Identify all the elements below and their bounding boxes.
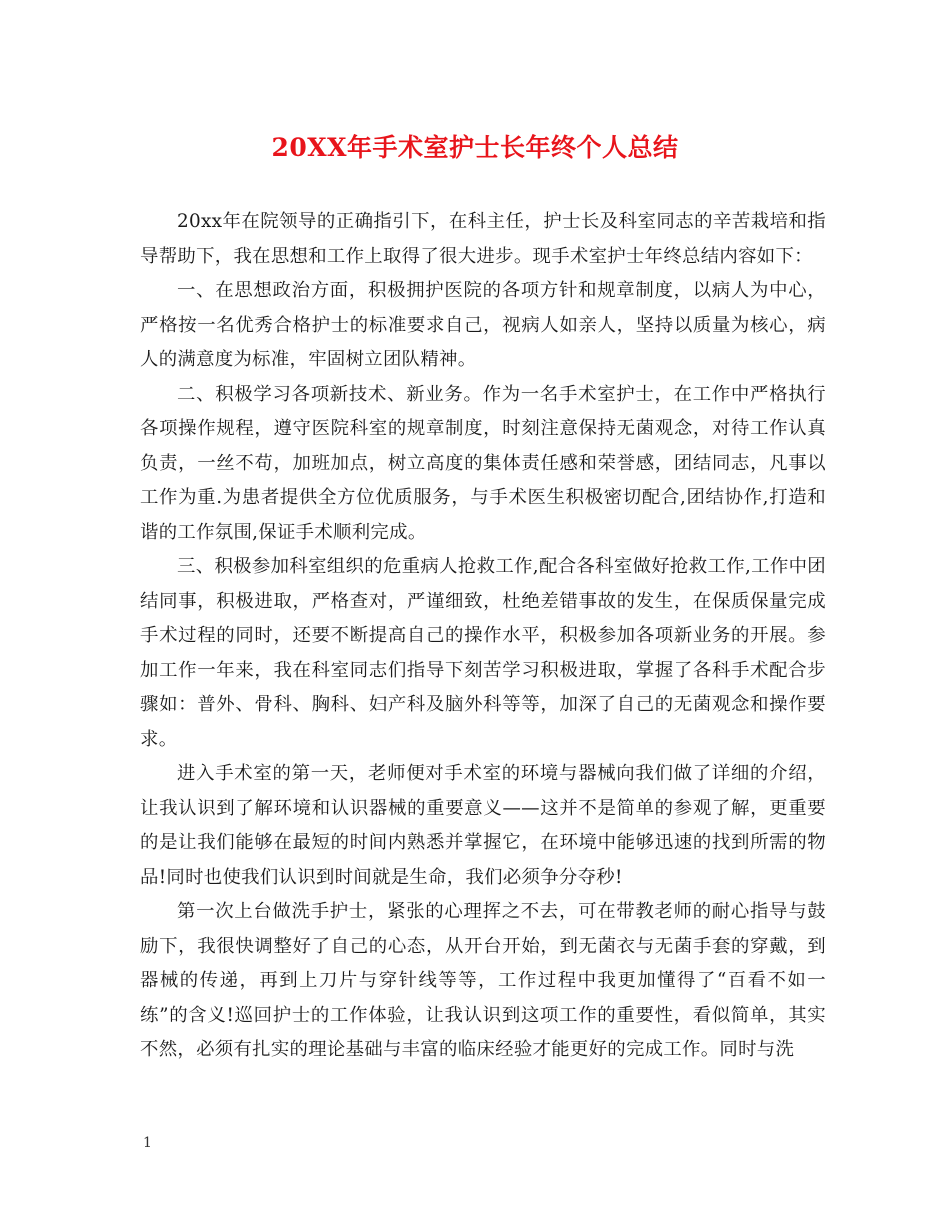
paragraph-political: 一、在思想政治方面，积极拥护医院的各项方针和规章制度，以病人为中心，严格按一名优秀合格护士的标准要求自己，视病人如亲人，坚持以质量为核心，病人的满意度为标准，牢固树立团队精神。 [140, 280, 826, 370]
document-body [140, 205, 826, 1068]
document-title: 20XX年手术室护士长年终个人总结 [271, 133, 679, 162]
paragraph-intro: 20xx年在院领导的正确指引下，在科主任，护士长及科室同志的辛苦栽培和指导帮助下，我在思想和工作上取得了很大进步。现手术室护士年终总结内容如下： [140, 211, 826, 267]
paragraph-scrub-nurse: 第一次上台做洗手护士，紧张的心理挥之不去，可在带教老师的耐心指导与鼓励下，我很快调整好了自己的心态，从开台开始，到无菌衣与无菌手套的穿戴，到器械的传递，再到上刀片与穿针线等等，工作过程中我更加懂得了“百看不如一练”的含义!巡回护士的工作体验，让我认识到这项工作的重要性，看似简单，其实不然，必须有扎实的理论基础与丰富的临床经验才能更好的完成工作。同时与洗 [140, 901, 826, 1060]
page-number: 1 [143, 1135, 152, 1151]
paragraph-rescue: 三、积极参加科室组织的危重病人抢救工作,配合各科室做好抢救工作,工作中团结同事，积极进取，严格查对，严谨细致，杜绝差错事故的发生，在保质保量完成手术过程的同时，还要不断提高自己的操作水平，积极参加各项新业务的开展。参加工作一年来，我在科室同志们指导下刻苦学习积极进取，掌握了各科手术配合步骤如：普外、骨科、胸科、妇产科及脑外科等等，加深了自己的无菌观念和操作要求。 [140, 556, 826, 750]
paragraph-first-day: 进入手术室的第一天，老师便对手术室的环境与器械向我们做了详细的介绍，让我认识到了解环境和认识器械的重要意义——这并不是简单的参观了解，更重要的是让我们能够在最短的时间内熟悉并掌握它，在环境中能够迅速的找到所需的物品!同时也使我们认识到时间就是生命，我们必须争分夺秒! [140, 763, 826, 888]
paragraph-learning: 二、积极学习各项新技术、新业务。作为一名手术室护士，在工作中严格执行各项操作规程，遵守医院科室的规章制度，时刻注意保持无菌观念，对待工作认真负责，一丝不苟，加班加点，树立高度的集体责任感和荣誉感，团结同志，凡事以工作为重.为患者提供全方位优质服务，与手术医生积极密切配合,团结协作,打造和谐的工作氛围,保证手术顺利完成。 [140, 383, 826, 543]
